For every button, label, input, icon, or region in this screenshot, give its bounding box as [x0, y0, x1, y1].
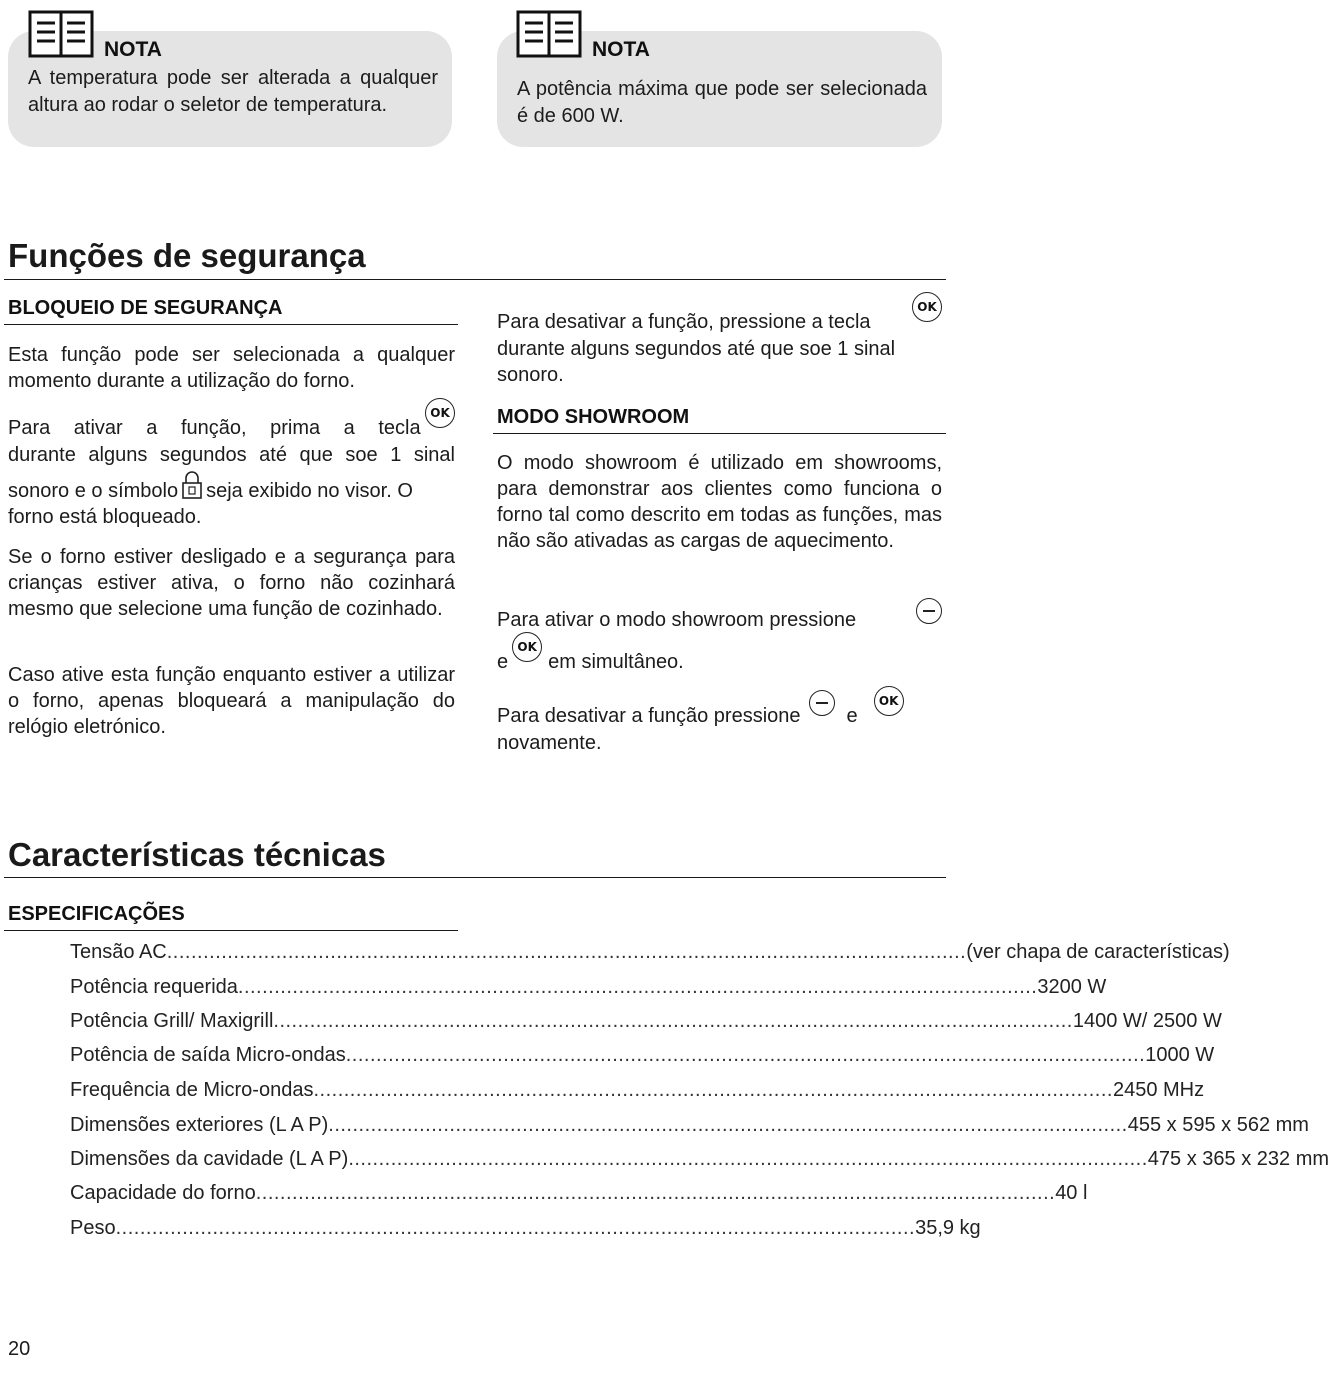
showroom-paragraph-1: O modo showroom é utilizado em showrooms, para demonstrar aos clientes como funciona o forno tal como descrito em todas as funções, mas não são ativadas as cargas de aquecimento. — [497, 452, 942, 552]
lock-paragraph-1: Esta função pode ser selecionada a qualquer momento durante a utilização do forno. — [8, 344, 455, 392]
section-divider — [4, 877, 946, 878]
spec-value: 35,9 kg — [915, 1217, 981, 1239]
subsection-heading-showroom: MODO SHOWROOM — [497, 406, 690, 428]
spec-leader-dots: .................................................................................................................................... — [237, 976, 1038, 998]
spec-row — [70, 1114, 1309, 1137]
lock-text: seja exibido no visor. O — [206, 480, 413, 502]
spec-row — [70, 1010, 1222, 1033]
spec-leader-dots: .................................................................................................................................... — [115, 1217, 916, 1239]
ok-key-icon: OK — [425, 398, 455, 428]
spec-label: Dimensões da cavidade (L A P) — [70, 1148, 349, 1170]
subsection-divider — [4, 324, 458, 325]
showroom-text: e — [846, 705, 858, 727]
spec-row — [70, 976, 1107, 999]
lock-text: durante alguns segundos até que soe 1 sinal — [8, 444, 455, 466]
spec-value: 2450 MHz — [1112, 1079, 1205, 1101]
showroom-text: em simultâneo. — [548, 651, 684, 673]
minus-key-icon — [916, 598, 942, 624]
spec-label: Potência Grill/ Maxigrill — [70, 1010, 274, 1032]
spec-value: (ver chapa de características) — [966, 941, 1230, 963]
spec-row — [70, 941, 1230, 964]
spec-leader-dots: .................................................................................................................................... — [348, 1148, 1148, 1170]
spec-value: 3200 W — [1037, 976, 1107, 998]
showroom-text: Para desativar a função pressione — [497, 705, 801, 727]
spec-leader-dots: .................................................................................................................................... — [345, 1044, 1146, 1066]
page-number: 20 — [8, 1338, 31, 1360]
subsection-divider — [4, 930, 458, 931]
ok-key-icon: OK — [874, 686, 904, 716]
deactivate-text: durante alguns segundos até que soe 1 sinal sonoro. — [497, 338, 896, 386]
spec-row — [70, 1182, 1088, 1205]
subsection-divider — [493, 433, 946, 434]
spec-label: Potência de saída Micro-ondas — [70, 1044, 346, 1066]
spec-value: 455 x 595 x 562 mm — [1127, 1114, 1309, 1136]
ok-key-icon: OK — [512, 632, 542, 662]
note-title: NOTA — [104, 38, 162, 61]
showroom-text: Para ativar o modo showroom pressione — [497, 609, 857, 631]
spec-value: 1000 W — [1145, 1044, 1215, 1066]
manual-book-icon — [516, 8, 582, 58]
lock-paragraph-3: Se o forno estiver desligado e a segurança para crianças estiver ativa, o forno não cozinhará mesmo que selecione uma função de cozinhado. — [8, 546, 455, 620]
section-title-technical: Características técnicas — [8, 836, 386, 873]
section-title-safety: Funções de segurança — [8, 237, 366, 274]
lock-text: forno está bloqueado. — [8, 506, 202, 528]
spec-leader-dots: .................................................................................................................................... — [313, 1079, 1113, 1101]
spec-label: Frequência de Micro-ondas — [70, 1079, 314, 1101]
spec-value: 475 x 365 x 232 mm — [1147, 1148, 1329, 1170]
spec-leader-dots: .................................................................................................................................... — [255, 1182, 1056, 1204]
lock-text: sonoro e o símbolo — [8, 480, 179, 502]
spec-label: Peso — [70, 1217, 116, 1239]
deactivate-paragraph — [497, 294, 942, 388]
spec-label: Capacidade do forno — [70, 1182, 256, 1204]
spec-label: Tensão AC — [70, 941, 167, 963]
ok-key-icon: OK — [912, 292, 942, 322]
spec-row — [70, 1217, 981, 1240]
lock-paragraph-2 — [8, 400, 455, 530]
subsection-heading-specs: ESPECIFICAÇÕES — [8, 903, 185, 925]
minus-key-icon — [809, 690, 835, 716]
spec-leader-dots: .................................................................................................................................... — [328, 1114, 1128, 1136]
showroom-text: novamente. — [497, 732, 602, 754]
spec-leader-dots: .................................................................................................................................... — [166, 941, 967, 963]
lock-text: Para ativar a função, prima a tecla — [8, 417, 421, 439]
section-divider — [4, 279, 946, 280]
spec-leader-dots: .................................................................................................................................... — [273, 1010, 1073, 1032]
spec-value: 1400 W/ 2500 W — [1072, 1010, 1222, 1032]
showroom-deactivate — [497, 686, 942, 756]
note-text: A potência máxima que pode ser selecionada é de 600 W. — [517, 78, 927, 127]
showroom-activate — [497, 598, 942, 676]
showroom-text: e — [497, 651, 509, 673]
manual-book-icon — [28, 8, 94, 58]
spec-label: Dimensões exteriores (L A P) — [70, 1114, 329, 1136]
deactivate-text: Para desativar a função, pressione a tecla — [497, 311, 871, 333]
note-text: A temperatura pode ser alterada a qualquer altura ao rodar o seletor de temperatura. — [28, 67, 438, 116]
note-title: NOTA — [592, 38, 650, 61]
lock-paragraph-4: Caso ative esta função enquanto estiver a utilizar o forno, apenas bloqueará a manipulação do relógio eletrónico. — [8, 664, 455, 738]
spec-row — [70, 1148, 1329, 1171]
spec-row — [70, 1079, 1205, 1102]
padlock-icon — [181, 470, 203, 500]
spec-value: 40 l — [1055, 1182, 1088, 1204]
spec-label: Potência requerida — [70, 976, 238, 998]
subsection-heading-lock: BLOQUEIO DE SEGURANÇA — [8, 297, 283, 319]
spec-row — [70, 1044, 1215, 1067]
